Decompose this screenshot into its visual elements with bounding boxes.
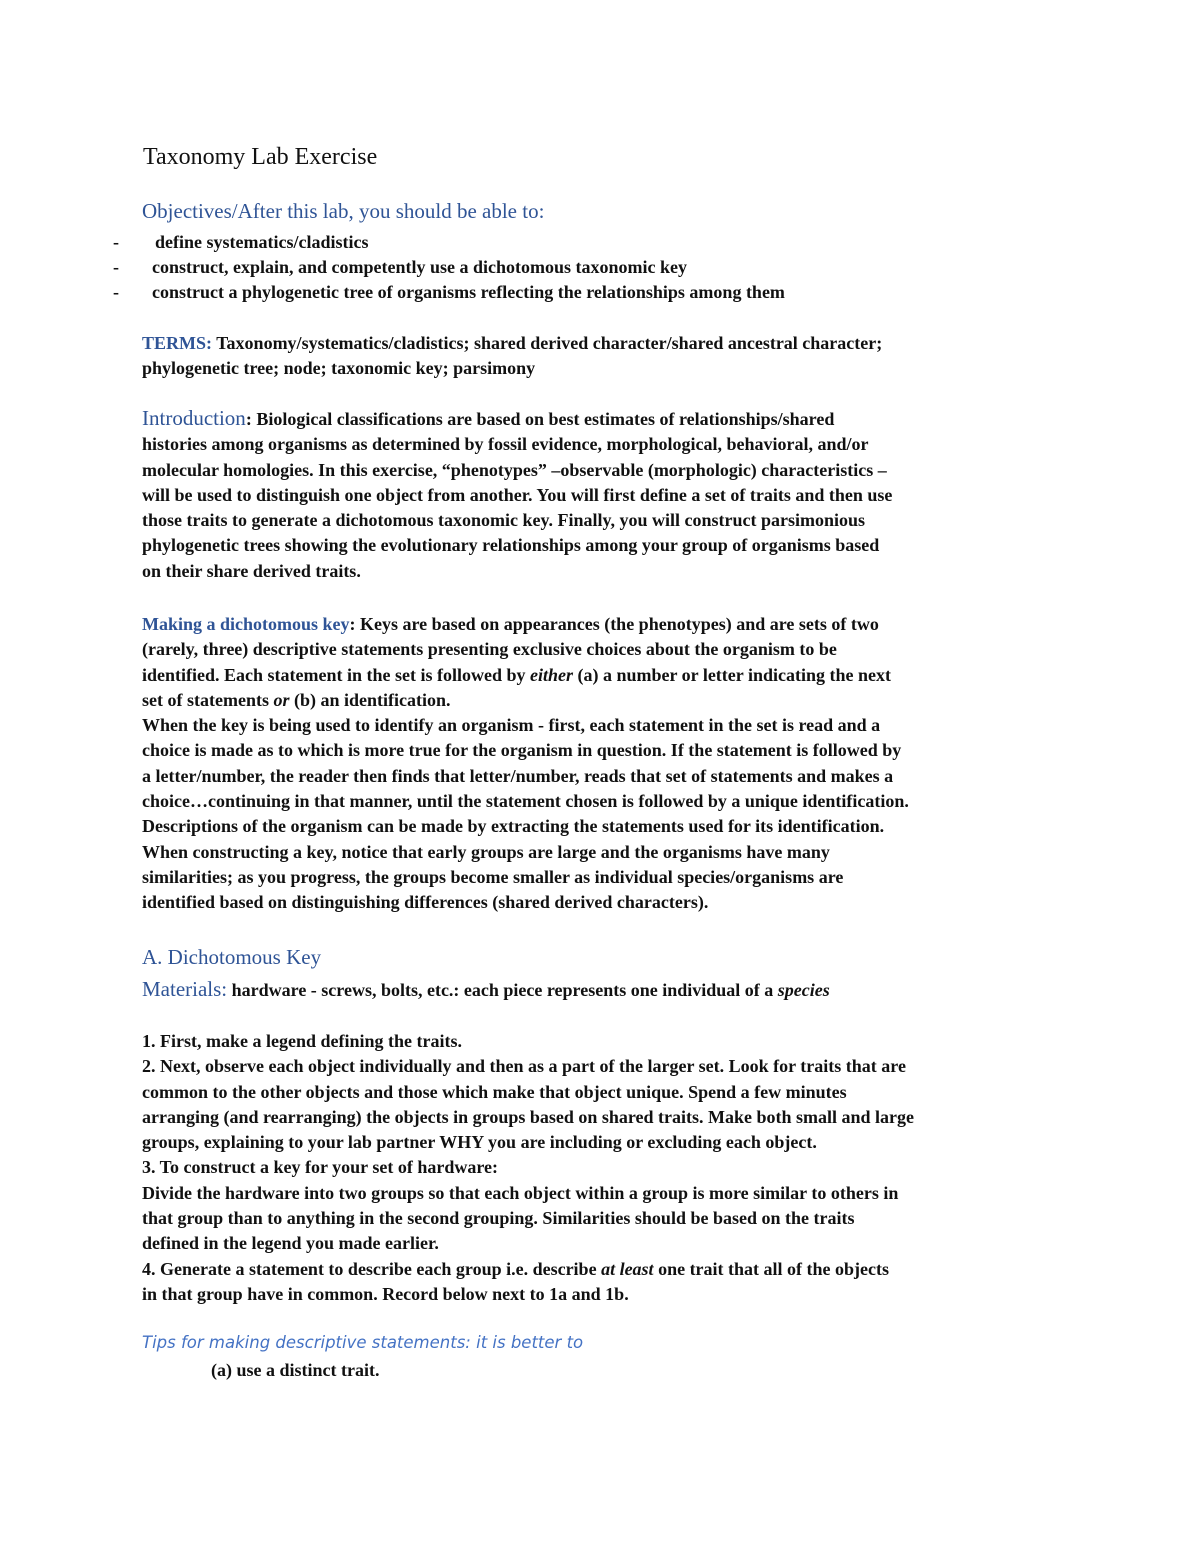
step-4-text: one trait that all of the objects — [653, 1258, 890, 1279]
terms-label: TERMS: — [142, 333, 213, 353]
step-3-line: Divide the hardware into two groups so that each object within a group is more similar to others in — [142, 1182, 899, 1203]
terms-paragraph — [142, 331, 1072, 382]
dichotomous-line: identified. Each statement in the set is followed by — [142, 664, 530, 685]
step-3-line: defined in the legend you made earlier. — [142, 1233, 439, 1254]
introduction-line: molecular homologies. In this exercise, “phenotypes” –observable (morphologic) characteristics – — [142, 459, 887, 480]
dichotomous-line: choice is made as to which is more true for the organism in question. If the statement is followed by — [142, 740, 902, 761]
step-2-line: groups, explaining to your lab partner WHY you are including or excluding each object. — [142, 1132, 817, 1153]
terms-line-2: phylogenetic tree; node; taxonomic key; parsimony — [142, 358, 536, 379]
section-a-heading: A. Dichotomous Key — [142, 945, 322, 969]
dichotomous-key-label: Making a dichotomous key — [142, 614, 350, 634]
materials-emphasis: species — [777, 980, 830, 1000]
dichotomous-line: a letter/number, the reader then finds that letter/number, reads that set of statements and makes a — [142, 765, 894, 786]
dichotomous-key-paragraph — [142, 612, 1072, 916]
objectives-heading: Objectives/After this lab, you should be able to: — [142, 199, 545, 223]
dichotomous-line: Descriptions of the organism can be made by extracting the statements used for its identification. — [142, 816, 885, 837]
dichotomous-line: (rarely, three) descriptive statements presenting exclusive choices about the organism to be — [142, 639, 837, 660]
step-3-line: 3. To construct a key for your set of hardware: — [142, 1157, 498, 1178]
bullet-dash: - — [113, 232, 119, 252]
introduction-line: Biological classifications are based on best estimates of relationships/shared — [256, 409, 835, 429]
dichotomous-line: identified based on distinguishing differences (shared derived characters). — [142, 892, 709, 913]
dichotomous-emphasis: either — [529, 664, 573, 685]
step-4-emphasis: at least — [601, 1258, 654, 1279]
introduction-line: histories among organisms as determined by fossil evidence, morphological, behavioral, and/or — [142, 434, 869, 455]
step-2-line: 2. Next, observe each object individually and then as a part of the larger set. Look for traits that are — [142, 1056, 906, 1077]
step-4-text: 4. Generate a statement to describe each group i.e. describe — [142, 1258, 602, 1279]
step-2-line: arranging (and rearranging) the objects in groups based on shared traits. Make both small and large — [142, 1106, 915, 1127]
step-1: 1. First, make a legend defining the traits. — [142, 1031, 462, 1051]
dichotomous-line: When constructing a key, notice that early groups are large and the organisms have many — [142, 841, 830, 862]
dichotomous-line: (a) a number or letter indicating the next — [572, 664, 891, 685]
introduction-line: phylogenetic trees showing the evolutionary relationships among your group of organisms based — [142, 535, 880, 556]
bullet-dash: - — [113, 282, 119, 302]
bullet-dash: - — [113, 257, 119, 277]
terms-line-1: Taxonomy/systematics/cladistics; shared derived character/shared ancestral character; — [216, 333, 883, 353]
introduction-line: those traits to generate a dichotomous taxonomic key. Finally, you will construct parsimonious — [142, 510, 865, 531]
introduction-line: will be used to distinguish one object from another. You will first define a set of traits and then use — [142, 484, 893, 505]
objective-text: construct, explain, and competently use a dichotomous taxonomic key — [152, 257, 687, 277]
step-2-line: common to the other objects and those which make that object unique. Spend a few minutes — [142, 1081, 847, 1102]
dichotomous-line: When the key is being used to identify an organism - first, each statement in the set is read and a — [142, 715, 881, 736]
tip-item-a: (a) use a distinct trait. — [211, 1360, 380, 1380]
tips-heading: Tips for making descriptive statements: it is better to — [142, 1333, 584, 1352]
materials-label: Materials: — [142, 977, 228, 1001]
page-title: Taxonomy Lab Exercise — [143, 144, 378, 170]
dichotomous-line: set of statements — [142, 689, 274, 710]
step-3-line: that group than to anything in the second grouping. Similarities should be based on the traits — [142, 1208, 855, 1229]
dichotomous-line: choice…continuing in that manner, until the statement chosen is followed by a unique identification. — [142, 791, 909, 812]
dichotomous-line: similarities; as you progress, the groups become smaller as individual species/organisms are — [142, 866, 844, 887]
step-4-line-2: in that group have in common. Record below next to 1a and 1b. — [142, 1283, 629, 1304]
materials-line — [142, 977, 1072, 1003]
introduction-line: on their share derived traits. — [142, 560, 361, 581]
steps-list — [142, 1029, 1072, 1307]
introduction-label: Introduction — [142, 406, 246, 430]
introduction-colon: : — [245, 409, 252, 429]
dichotomous-line: : Keys are based on appearances (the phenotypes) and are sets of two — [349, 614, 879, 634]
dichotomous-line: (b) an identification. — [289, 689, 451, 710]
materials-text: hardware - screws, bolts, etc.: each piece represents one individual of a — [227, 980, 778, 1000]
dichotomous-emphasis: or — [273, 689, 290, 710]
objective-text: define systematics/cladistics — [155, 232, 369, 252]
objective-text: construct a phylogenetic tree of organisms reflecting the relationships among them — [152, 282, 785, 302]
introduction-paragraph — [142, 406, 1072, 584]
